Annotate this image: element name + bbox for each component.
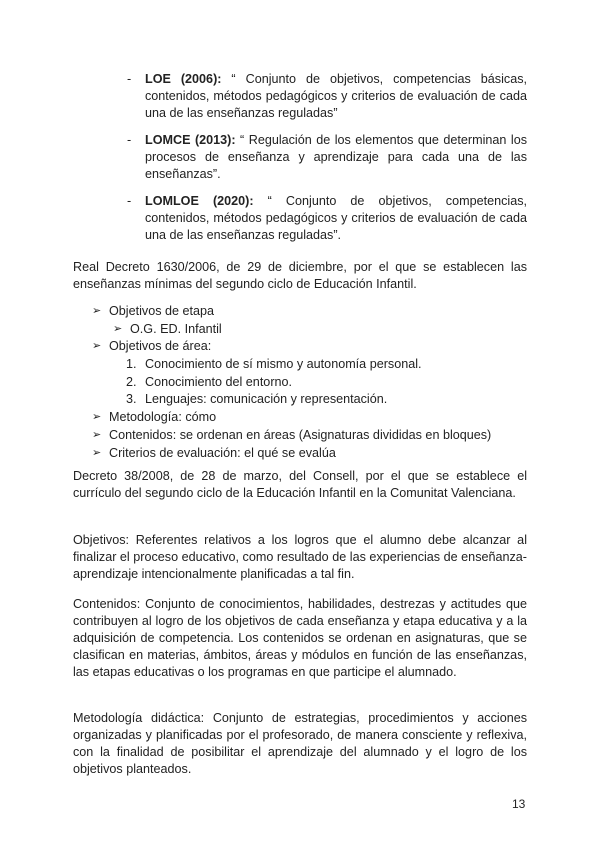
arrow-bullet-icon: ➢ (92, 428, 102, 441)
law-name: LOMLOE (2020): (145, 194, 254, 208)
list-item: ➢ O.G. ED. Infantil (113, 321, 222, 336)
law-item-lomce (0, 132, 600, 183)
metodologia-paragraph: Metodología didáctica: Conjunto de estrategias, procedimientos y acciones organizadas y planificadas por el profesorado, de manera consciente y reflexiva, con la finalidad de posibilitar el aprendizaje del alumnado y el logro de los objetivos planteados. (73, 711, 527, 776)
arrow-bullet-icon: ➢ (113, 322, 123, 335)
arrow-bullet-icon: ➢ (92, 446, 102, 459)
contenidos-paragraph: Contenidos: Conjunto de conocimientos, habilidades, destrezas y actitudes que contribuyen al logro de los objetivos de cada enseñanza y etapa educativa y a la adquisición de competencia. Los contenidos se ordenan en asignaturas, que se clasifican en materias, ámbitos, áreas y módulos en función de las enseñanzas, las etapas educativas o los programas en que participe el alumnado. (73, 597, 527, 679)
bullet-dash: - (127, 133, 132, 147)
list-item: ➢ Objetivos de etapa (92, 304, 215, 318)
bullet-dash: - (127, 72, 132, 86)
numbered-item: 3. Lenguajes: comunicación y representación. (126, 392, 388, 407)
list-item: ➢ Objetivos de área: (92, 339, 212, 354)
law-text: “ Conjunto de objetivos, competencias básicas, contenidos, métodos pedagógicos y criterios de evaluación de cada una de las enseñanzas reguladas” (145, 72, 527, 120)
arrow-bullet-icon: ➢ (92, 411, 102, 424)
list-item: ➢ Metodología: cómo (92, 410, 217, 425)
objetivos-paragraph: Objetivos: Referentes relativos a los logros que el alumno debe alcanzar al finalizar el proceso educativo, como resultado de las experiencias de enseñanza-aprendizaje intencionalmente planificadas a tal fin. (73, 533, 527, 581)
real-decreto-paragraph: Real Decreto 1630/2006, de 29 de diciembre, por el que se establecen las enseñanzas mínimas del segundo ciclo de Educación Infantil. (73, 260, 527, 291)
arrow-bullet-icon: ➢ (92, 305, 102, 317)
law-name: LOMCE (2013): (145, 133, 236, 147)
law-definitions (0, 71, 600, 254)
bullet-dash: - (127, 194, 132, 208)
law-text: “ Conjunto de objetivos, competencias, contenidos, métodos pedagógicos y criterios de evaluación de cada una de las enseñanzas reguladas”. (145, 194, 528, 242)
page-number: 13 (512, 797, 526, 811)
law-item-lomloe (0, 193, 600, 244)
numbered-item: 1. Conocimiento de sí mismo y autonomía personal. (126, 357, 422, 372)
curriculum-elements-list (0, 303, 600, 462)
decreto-paragraph: Decreto 38/2008, de 28 de marzo, del Consell, por el que se establece el currículo del segundo ciclo de la Educación Infantil en la Comunitat Valenciana. (73, 469, 527, 500)
law-name: LOE (2006): (145, 72, 222, 86)
arrow-bullet-icon: ➢ (92, 340, 102, 353)
list-item: ➢ Contenidos: se ordenan en áreas (Asignaturas divididas en bloques) (92, 427, 492, 442)
law-text: “ Regulación de los elementos que determinan los procesos de enseñanza y aprendizaje para cada una de las enseñanzas”. (145, 133, 527, 181)
law-item-loe (0, 71, 600, 122)
numbered-item: 2. Conocimiento del entorno. (126, 374, 293, 389)
list-item: ➢ Criterios de evaluación: el qué se evalúa (92, 445, 336, 460)
